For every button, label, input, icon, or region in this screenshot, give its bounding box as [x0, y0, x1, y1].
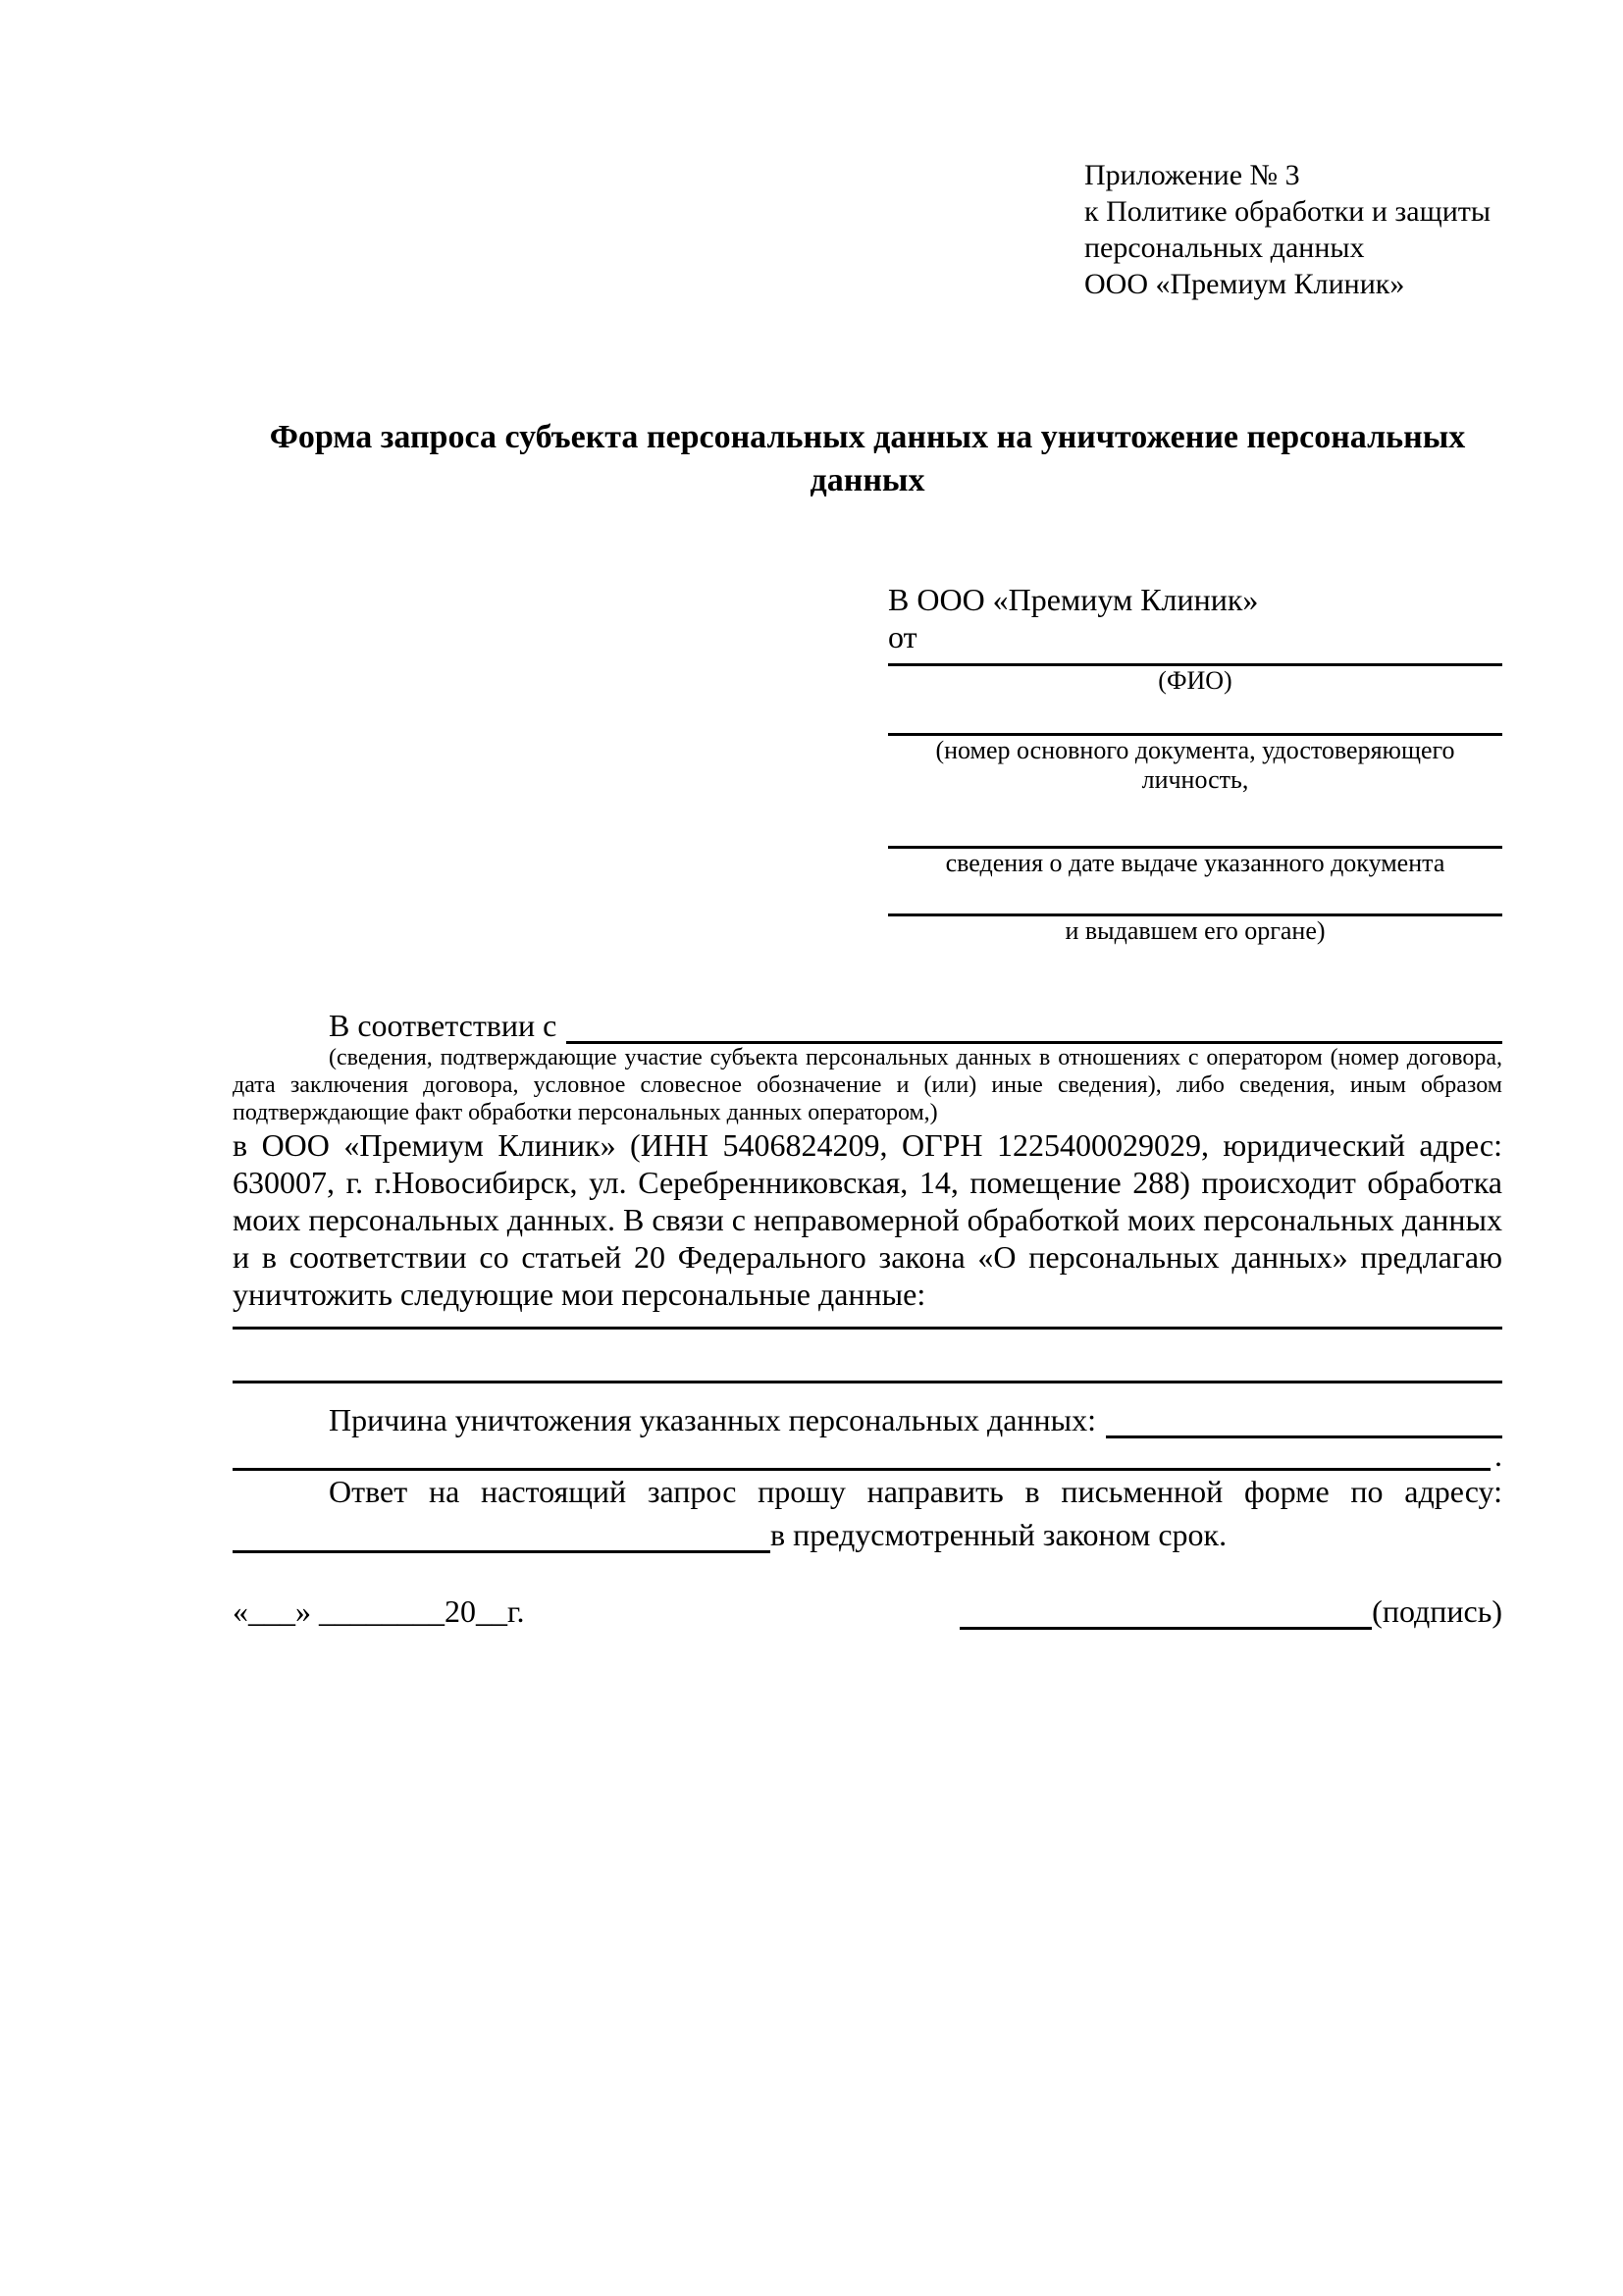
appendix-line: Приложение № 3	[1084, 159, 1300, 191]
request-body: в ООО «Премиум Клиник» (ИНН 5406824209, ОГРН 1225400029029, юридический адрес: 630007, г. г.Новосибирск, ул. Серебренниковская, 14, помещение 288) происходит обработка моих персональных данных. В связи с неправомерной обработкой моих персональных данных и в соответствии со статьей 20 Федерального закона «О персональных данных» предлагаю уничтожить следующие мои персональные данные:	[233, 1127, 1502, 1312]
reason-continuation-line[interactable]	[233, 1438, 1491, 1471]
personal-data-blank-line-2[interactable]	[233, 1369, 1502, 1383]
signature-blank-line[interactable]	[960, 1597, 1372, 1630]
reason-row	[233, 1401, 1502, 1438]
date-signature-row	[233, 1592, 1502, 1630]
signature-caption: (подпись)	[1372, 1593, 1502, 1629]
fio-blank-line[interactable]	[888, 655, 1502, 666]
reason-continuation-row	[233, 1438, 1502, 1471]
reply-lead: Ответ на настоящий запрос прошу направить в письменной форме по адресу:	[329, 1474, 1502, 1509]
doc-date-blank-line[interactable]	[888, 838, 1502, 849]
date-line[interactable]: «___» ________20__г.	[233, 1593, 525, 1629]
personal-data-blank-line-1[interactable]	[233, 1315, 1502, 1330]
appendix-block	[1084, 157, 1502, 302]
accordance-note: (сведения, подтверждающие участие субъекта персональных данных в отношениях с оператором (номер договора, дата заключения договора, условное словесное обозначение и (или) иные сведения), либо сведения, иным образом подтверждающие факт обработки персональных данных оператором,)	[233, 1045, 1502, 1125]
appendix-line: персональных данных	[1084, 232, 1365, 264]
doc-date-caption: сведения о дате выдаче указанного документа	[945, 849, 1445, 877]
trailing-period: .	[1494, 1437, 1502, 1473]
form-title: Форма запроса субъекта персональных данных на уничтожение персональных данных	[269, 419, 1466, 498]
reply-tail: в предусмотренный законом срок.	[770, 1517, 1228, 1552]
address-blank-line[interactable]	[233, 1521, 770, 1553]
addressee-from: от	[888, 619, 917, 654]
addressee-to: В ООО «Премиум Клиник»	[888, 582, 1259, 617]
reason-blank-line[interactable]	[1106, 1406, 1502, 1438]
appendix-line: к Политике обработки и защиты	[1084, 195, 1492, 228]
doc-issuer-blank-line[interactable]	[888, 906, 1502, 916]
accordance-lead: В соответствии с	[329, 1008, 557, 1043]
doc-number-blank-line[interactable]	[888, 725, 1502, 736]
fio-caption: (ФИО)	[1158, 666, 1232, 695]
appendix-line: ООО «Премиум Клиник»	[1084, 268, 1405, 300]
accordance-blank-line[interactable]	[566, 1012, 1502, 1044]
reason-label: Причина уничтожения указанных персональных данных:	[329, 1402, 1097, 1437]
reply-address-row	[233, 1516, 1502, 1553]
doc-number-caption: (номер основного документа, удостоверяющего личность,	[935, 736, 1455, 794]
doc-issuer-caption: и выдавшем его органе)	[1065, 916, 1326, 945]
accordance-row	[233, 1007, 1502, 1044]
addressee-block	[888, 581, 1502, 946]
